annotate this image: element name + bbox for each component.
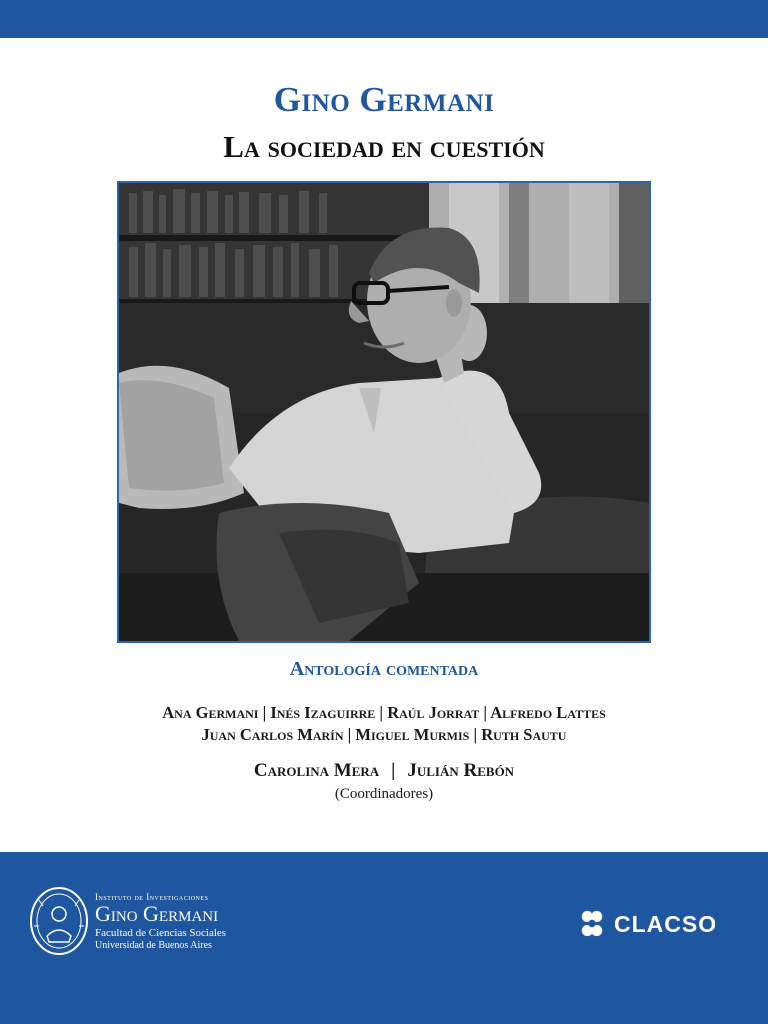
coordinator-2: Julián Rebón xyxy=(407,760,515,781)
coordinators-role: (Coordinadores) xyxy=(334,786,434,802)
top-color-band xyxy=(0,0,768,38)
institute-university: Universidad de Buenos Aires xyxy=(95,940,212,951)
institute-line-1: Instituto de Investigaciones xyxy=(95,892,209,902)
contributors-line-2: Juan Carlos Marín | Miguel Murmis | Ruth Sautu xyxy=(201,725,567,744)
institute-faculty: Facultad de Ciencias Sociales xyxy=(95,927,227,939)
cover-title: Gino Germani xyxy=(273,80,495,119)
clacso-logo-icon xyxy=(578,908,606,940)
contributors xyxy=(0,702,768,746)
coordinator-separator: | xyxy=(391,760,396,781)
cover-subtitle: La sociedad en cuestión xyxy=(223,129,545,164)
coordinators xyxy=(0,760,768,782)
contributors-line-1: Ana Germani | Inés Izaguirre | Raúl Jorrat | Alfredo Lattes xyxy=(162,703,606,722)
clacso-logo xyxy=(578,904,717,944)
publisher-name: CLACSO xyxy=(614,910,718,937)
institute-block xyxy=(95,892,226,952)
university-seal-icon xyxy=(29,886,89,956)
anthology-label: Antología comentada xyxy=(289,658,479,680)
cover-photo xyxy=(117,181,651,643)
coordinator-1: Carolina Mera xyxy=(253,760,380,781)
institute-name: Gino Germani xyxy=(95,901,219,926)
